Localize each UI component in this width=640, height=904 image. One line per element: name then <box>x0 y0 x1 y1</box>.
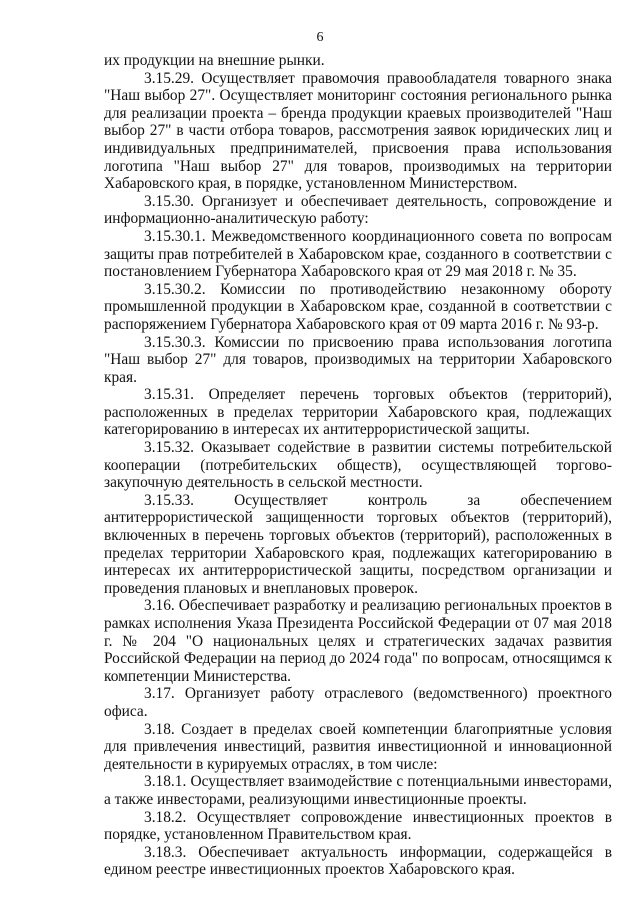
paragraph-3-17: 3.17. Организует работу отраслевого (ведомственного) проектного офиса. <box>104 685 612 720</box>
paragraph-3-15-30-1: 3.15.30.1. Межведомственного координационного совета по вопросам защиты прав потребителей в Хабаровском крае, созданного в соответствии с постановлением Губернатора Хабаровского края от 29 мая 2018 г. № 35. <box>104 227 612 281</box>
paragraph-3-18: 3.18. Создает в пределах своей компетенции благоприятные условия для привлечения инвестиций, развития инвестиционной и инновационной деятельности в курируемых отраслях, в том числе: <box>104 720 612 773</box>
paragraph-3-15-31: 3.15.31. Определяет перечень торговых объектов (территорий), расположенных в пределах территории Хабаровского края, подлежащих категорированию в интересах их антитеррористической защиты. <box>104 386 612 439</box>
paragraph-continuation: их продукции на внешние рынки. <box>104 52 325 69</box>
paragraph-3-15-32: 3.15.32. Оказывает содействие в развитии системы потребительской кооперации (потребительских обществ), осуществляющей торгово-закупочную деятельность в сельской местности. <box>104 439 612 492</box>
paragraph-3-18-3: 3.18.3. Обеспечивает актуальность информации, содержащейся в едином реестре инвестиционных проектов Хабаровского края. <box>104 843 612 879</box>
paragraph-3-15-30-2: 3.15.30.2. Комиссии по противодействию незаконному обороту промышленной продукции в Хабаровском крае, созданной в соответствии с распоряжением Губернатора Хабаровского края от 09 марта 2016 г. № 93-р. <box>104 280 612 333</box>
paragraph-3-16: 3.16. Обеспечивает разработку и реализацию региональных проектов в рамках исполнения Указа Президента Российской Федерации от 07 мая 2018 г. № 204 "О национальных целях и стратегических задачах развития Российской Федерации на период до 2024 года" по вопросам, относящимся к компетенции Министерства. <box>104 597 612 685</box>
page-number: 6 <box>316 30 324 45</box>
document-body <box>104 52 612 879</box>
paragraph-3-18-1: 3.18.1. Осуществляет взаимодействие с потенциальными инвесторами, а также инвесторами, реализующими инвестиционные проекты. <box>104 773 612 808</box>
paragraph-3-18-2: 3.18.2. Осуществляет сопровождение инвестиционных проектов в порядке, установленном Правительством края. <box>104 808 612 844</box>
paragraph-3-15-29: 3.15.29. Осуществляет правомочия правообладателя товарного знака "Наш выбор 27". Осуществляет мониторинг состояния регионального рынка для реализации проекта – бренда продукции краевых производителей "Наш выбор 27" в части отбора товаров, рассмотрения заявок юридических лиц и индивидуальных предпринимателей, присвоения права использования логотипа "Наш выбор 27" для товаров, производимых на территории Хабаровского края, в порядке, установленном Министерством. <box>104 69 612 193</box>
paragraph-3-15-30-3: 3.15.30.3. Комиссии по присвоению права использования логотипа "Наш выбор 27" для товаров, производимых на территории Хабаровского края. <box>104 333 612 386</box>
paragraph-3-15-30: 3.15.30. Организует и обеспечивает деятельность, сопровождение и информационно-аналитическую работу: <box>104 192 612 228</box>
paragraph-3-15-33: 3.15.33. Осуществляет контроль за обеспечением антитеррористической защищенности торговых объектов (территорий), включенных в перечень торговых объектов (территорий), расположенных в пределах территории Хабаровского края, подлежащих категорированию в интересах их антитеррористической защиты, посредством организации и проведения плановых и внеплановых проверок. <box>104 491 612 597</box>
